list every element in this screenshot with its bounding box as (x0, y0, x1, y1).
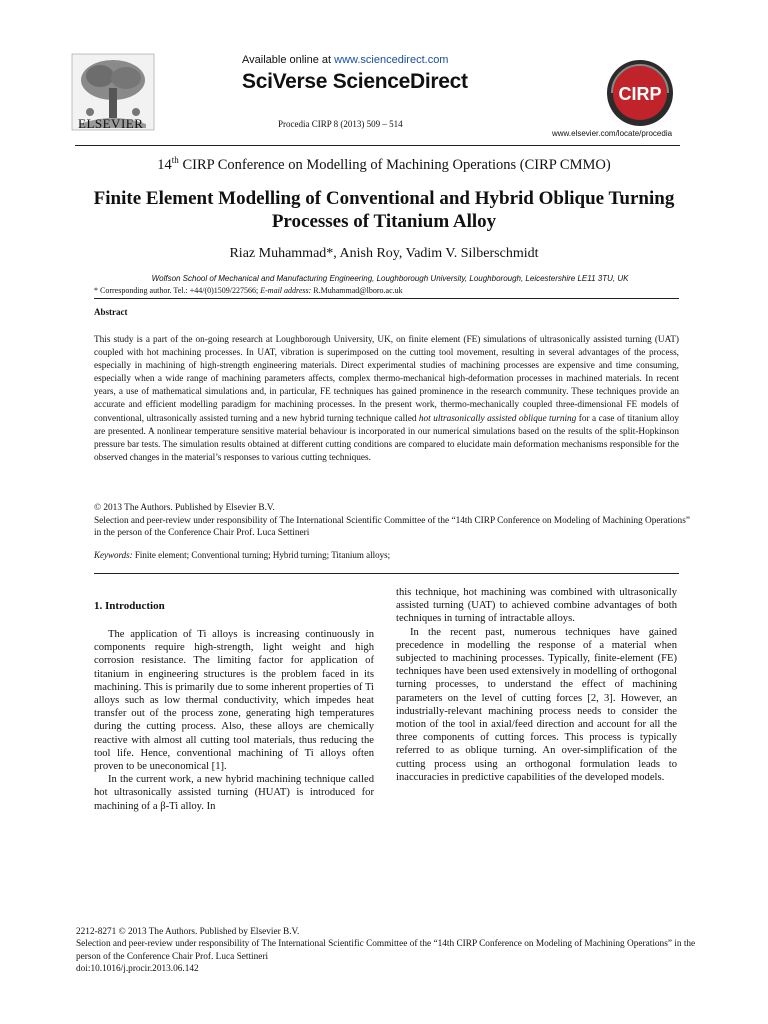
affiliation-divider (94, 298, 679, 299)
abstract-heading: Abstract (94, 307, 128, 317)
email-label: E-mail address: (260, 286, 312, 295)
corresponding-author (94, 286, 403, 295)
keywords-label: Keywords: (94, 550, 133, 560)
affiliation: Wolfson School of Mechanical and Manufacturing Engineering, Loughborough University, Loughborough, Leicestershire LE11 3TU, UK (151, 274, 629, 283)
footer-issn: 2212-8271 © 2013 The Authors. Published by Elsevier B.V. (76, 927, 300, 937)
author-list: Riaz Muhammad*, Anish Roy, Vadim V. Silberschmidt (229, 246, 539, 261)
publisher-name: ELSEVIER (78, 116, 144, 131)
conference-ordinal: th (171, 155, 179, 165)
intro-paragraph-4: In the recent past, numerous techniques have gained precedence in modelling the response of a material when subjected to machining processes. Typically, finite-element (FE) techniques have been used extensively in modelling of orthogonal turning processes, to understand the effect of machining parameters on the level of cutting forces [2, 3]. However, an industrially-relevant machining process needs to consider the motion of the tool in axial/feed direction and account for all the three components of cutting forces. This process is typically referred to as oblique turning. An over-simplification of the cutting process using an orthogonal formulation leads to inaccuracies in predictive capabilities of the developed models. (396, 626, 677, 783)
available-online (242, 54, 448, 66)
right-column (396, 586, 677, 784)
available-online-prefix: Available online at (242, 54, 335, 66)
header-divider (75, 145, 680, 146)
journal-reference: Procedia CIRP 8 (2013) 509 – 514 (278, 119, 403, 129)
journal-url[interactable]: www.elsevier.com/locate/procedia (552, 129, 673, 138)
abstract-body (94, 334, 679, 465)
page-footer (76, 926, 696, 976)
cirp-logo-text: CIRP (618, 84, 662, 104)
platform-name: SciVerse ScienceDirect (242, 70, 468, 93)
conference-number: 14 (157, 156, 172, 173)
footer-peer-review: Selection and peer-review under responsibility of The International Scientific Committee of the “14th CIRP Conference on Modeling of Machining Operations” in the person of the Conference Chair Prof. Luca Settineri (76, 939, 696, 962)
cirp-logo (600, 58, 680, 128)
intro-paragraph-1: The application of Ti alloys is increasing continuously in components require high-strength, light weight and high corrosion resistance. The limiting factor for application of titanium in engineering structures is the problem faced in its machining. This is primarily due to some inherent properties of Ti alloys such as low thermal conductivity, which impedes heat transfer out of the process zone, generating high temperatures during the cutting process. Also, these alloys are chemically reactive with almost all cutting tool materials, thus reducing the tool life. Hence, conventional machining of Ti alloys often proven to be uneconomical [1]. (94, 629, 374, 773)
copyright-line: © 2013 The Authors. Published by Elsevier B.V. (94, 503, 275, 513)
peer-review-statement: Selection and peer-review under responsibility of The International Scientific Committee of the “14th CIRP Conference on Modeling of Machining Operations” in the person of the Conference Chair Prof. Luca Settineri (94, 515, 690, 538)
keywords (94, 550, 679, 560)
intro-paragraph-2: In the current work, a new hybrid machining technique called hot ultrasonically assisted turning (HUAT) is introduced for machining of a β-Ti alloy. In (94, 774, 374, 812)
footer-doi[interactable]: doi:10.1016/j.procir.2013.06.142 (76, 964, 199, 975)
conference-name (0, 155, 768, 174)
sciencedirect-link[interactable]: www.sciencedirect.com (334, 54, 449, 66)
intro-paragraph-3: this technique, hot machining was combined with ultrasonically assisted turning (UAT) to achieved combine advantages of both techniques in turning of intractable alloys. (396, 587, 677, 625)
keywords-divider (94, 573, 679, 574)
section-heading-introduction: 1. Introduction (94, 600, 165, 612)
left-column (94, 628, 374, 813)
abstract-emphasis: hot ultrasonically assisted oblique turning (418, 413, 577, 424)
copyright-block (94, 502, 694, 540)
keywords-list: Finite element; Conventional turning; Hybrid turning; Titanium alloys; (132, 550, 391, 560)
email-address[interactable]: R.Muhammad@lboro.ac.uk (311, 286, 403, 295)
paper-title: Finite Element Modelling of Conventional and Hybrid Oblique Turning Processes of Titanium Alloy (93, 188, 675, 232)
abstract-text-part1: This study is a part of the on-going research at Loughborough University, UK, on finite element (FE) simulations of ultrasonically assisted turning (UAT) coupled with hot machining processes. In UAT, vibration is superimposed on the cutting tool movement, resulting in several advantages of the process, especially in machining of high-strength engineering materials. Direct experimental studies of machining processes are expensive and time consuming, especially when a wide range of machining parameters affects, complex thermo-mechanical high-deformation processes in machined materials. In recent years, a use of mathematical simulations and, in particular, FE techniques has gained prominence in the research community. These techniques provide an accurate and efficient modelling paradigm for machining processes. In the present work, thermo-mechanically coupled three-dimensional FE models of conventional, ultrasonically assisted turning and a new hybrid turning technique called (94, 335, 679, 424)
corresponding-contact: * Corresponding author. Tel.: +44/(0)1509/227566; (94, 286, 261, 295)
conference-title: CIRP Conference on Modelling of Machining Operations (CIRP CMMO) (178, 156, 611, 173)
abstract-text-part2: for a case of titanium alloy are presented. A nonlinear temperature sensitive material behaviour is incorporated in our numerical simulations based on the results of the split-Hopkinson pressure bar tests. The simulation results obtained at different cutting conditions are compared to elucidate main deformation mechanisms responsible for the observed changes in the material’s responses to various cutting techniques. (94, 413, 679, 463)
